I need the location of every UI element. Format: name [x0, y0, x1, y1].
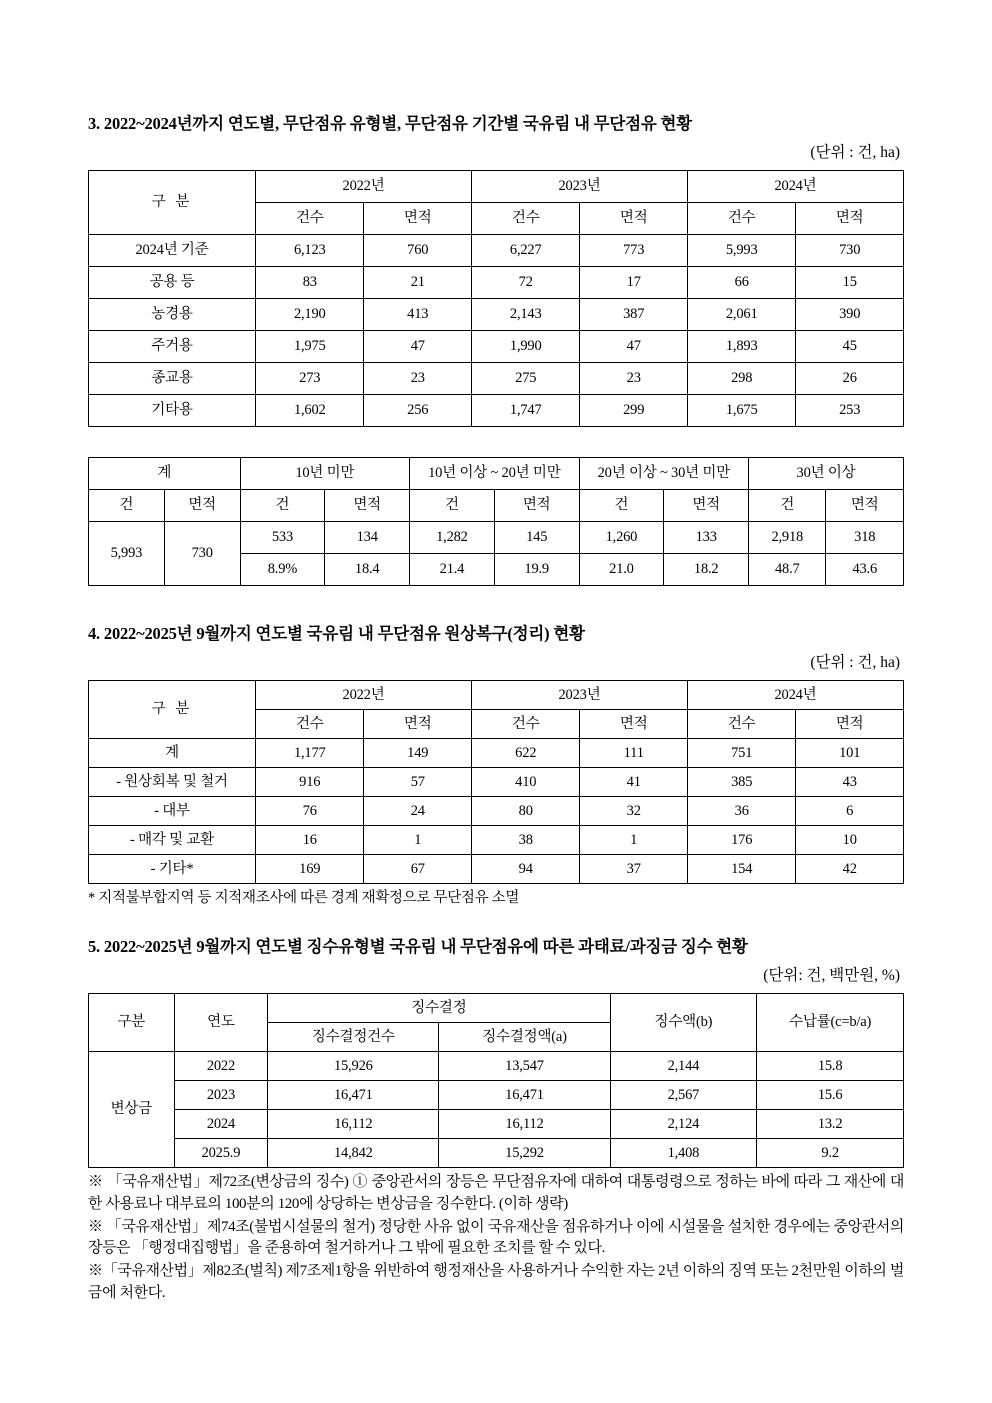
table-cell: 16,112 — [268, 1110, 439, 1139]
table-cell: 15 — [796, 267, 904, 299]
table-cell: 1 — [580, 826, 688, 855]
table-cell: 47 — [364, 331, 472, 363]
table-cell: 43 — [796, 768, 904, 797]
table-cell: 1,282 — [410, 522, 495, 554]
subheader-cell: 면적 — [664, 490, 749, 522]
table-cell: 13,547 — [439, 1052, 610, 1081]
table-cell: 8.9% — [240, 554, 325, 586]
section-4-unit: (단위 : 건, ha) — [810, 654, 900, 671]
header-over-30y: 30년 이상 — [749, 458, 904, 490]
table-cell: 318 — [826, 522, 904, 554]
table-row — [89, 1052, 904, 1081]
subheader-cell: 건 — [579, 490, 664, 522]
table-cell: 23 — [580, 363, 688, 395]
table-cell: 751 — [688, 739, 796, 768]
subheader-cell: 면적 — [325, 490, 410, 522]
table-cell: 57 — [364, 768, 472, 797]
table-cell: 533 — [240, 522, 325, 554]
header-year-2022: 2022년 — [256, 171, 472, 203]
table-cell: 41 — [580, 768, 688, 797]
table-cell: 17 — [580, 267, 688, 299]
table-row — [89, 522, 904, 554]
table-header-row — [89, 171, 904, 203]
table-cell: 21.0 — [579, 554, 664, 586]
table-cell: 6,227 — [472, 235, 580, 267]
table-header-row — [89, 994, 904, 1023]
table-cell: 16 — [256, 826, 364, 855]
table-cell: 133 — [664, 522, 749, 554]
table-cell: 256 — [364, 395, 472, 427]
table-restoration — [88, 680, 904, 884]
total-count: 5,993 — [89, 522, 165, 586]
header-year-2023: 2023년 — [472, 681, 688, 710]
table-cell: 10 — [796, 826, 904, 855]
table-cell: 94 — [472, 855, 580, 884]
table-cell: 1,975 — [256, 331, 364, 363]
table-row — [89, 1081, 904, 1110]
table-row — [89, 768, 904, 797]
table-cell: 42 — [796, 855, 904, 884]
table-cell: 15,292 — [439, 1139, 610, 1168]
legal-note: ※ 「국유재산법」제72조(변상금의 징수) ① 중앙관서의 장등은 무단점유자에 대하여 대통령령으로 정하는 바에 따라 그 재산에 대한 사용료나 대부료의 100분의 120에 상당하는 변상금을 징수한다. (이하 생략) — [88, 1174, 904, 1212]
header-10to20y: 10년 이상 ~ 20년 미만 — [410, 458, 580, 490]
table-cell: 1,990 — [472, 331, 580, 363]
table-cell: 24 — [364, 797, 472, 826]
table-cell: 149 — [364, 739, 472, 768]
table-cell: 622 — [472, 739, 580, 768]
table-cell: 43.6 — [826, 554, 904, 586]
table-cell: 916 — [256, 768, 364, 797]
table-row — [89, 739, 904, 768]
subheader-cell: 면적 — [796, 710, 904, 739]
table-cell: 45 — [796, 331, 904, 363]
header-levy-decision: 징수결정 — [268, 994, 610, 1023]
table-cell: 72 — [472, 267, 580, 299]
table-cell: 83 — [256, 267, 364, 299]
section-4-title: 4. 2022~2025년 9월까지 연도별 국유림 내 무단점유 원상복구(정리) 현황 — [88, 624, 585, 643]
table-cell: 773 — [580, 235, 688, 267]
subheader-cell: 면적 — [580, 710, 688, 739]
table-cell: 2,143 — [472, 299, 580, 331]
table-cell: 80 — [472, 797, 580, 826]
document-content — [88, 110, 904, 1306]
subheader-levy-count: 징수결정건수 — [268, 1023, 439, 1052]
table-cell: 101 — [796, 739, 904, 768]
total-area: 730 — [164, 522, 240, 586]
table-cell: 273 — [256, 363, 364, 395]
table-row — [89, 235, 904, 267]
table-cell: 16,112 — [439, 1110, 610, 1139]
subheader-cell: 면적 — [494, 490, 579, 522]
subheader-cell: 건수 — [256, 203, 364, 235]
table-cell: 1,408 — [610, 1139, 757, 1168]
table-row — [89, 797, 904, 826]
table-cell: 154 — [688, 855, 796, 884]
header-year: 연도 — [174, 994, 268, 1052]
header-collection-rate: 수납률(c=b/a) — [757, 994, 904, 1052]
header-total: 계 — [89, 458, 241, 490]
row-label: 2024년 기준 — [89, 235, 256, 267]
table-cell-year: 2023 — [174, 1081, 268, 1110]
table-cell: 1,602 — [256, 395, 364, 427]
table-row — [89, 826, 904, 855]
table-header-row — [89, 681, 904, 710]
subheader-cell: 면적 — [164, 490, 240, 522]
table-cell-year: 2022 — [174, 1052, 268, 1081]
table-cell: 26 — [796, 363, 904, 395]
table-cell: 6,123 — [256, 235, 364, 267]
table-cell: 1 — [364, 826, 472, 855]
row-label: - 매각 및 교환 — [89, 826, 256, 855]
row-label: - 원상회복 및 철거 — [89, 768, 256, 797]
table-cell: 2,918 — [749, 522, 826, 554]
table-row — [89, 267, 904, 299]
row-group-label: 변상금 — [89, 1052, 175, 1168]
subheader-cell: 건 — [89, 490, 165, 522]
table-cell: 1,893 — [688, 331, 796, 363]
header-year-2023: 2023년 — [472, 171, 688, 203]
header-under-10y: 10년 미만 — [240, 458, 410, 490]
table-cell: 298 — [688, 363, 796, 395]
table-occupancy-by-type — [88, 170, 904, 427]
table-cell: 15.6 — [757, 1081, 904, 1110]
table-cell: 385 — [688, 768, 796, 797]
section-5-unit: (단위: 건, 백만원, %) — [763, 967, 900, 984]
table-cell: 23 — [364, 363, 472, 395]
table-cell: 47 — [580, 331, 688, 363]
header-collected-amount: 징수액(b) — [610, 994, 757, 1052]
table-cell: 16,471 — [268, 1081, 439, 1110]
subheader-cell: 건 — [749, 490, 826, 522]
table-cell: 15.8 — [757, 1052, 904, 1081]
table-occupancy-by-duration — [88, 457, 904, 586]
row-label: - 대부 — [89, 797, 256, 826]
table-cell: 38 — [472, 826, 580, 855]
header-gubun: 구 분 — [89, 681, 256, 739]
subheader-cell: 건수 — [688, 203, 796, 235]
table-cell: 2,124 — [610, 1110, 757, 1139]
table-row — [89, 299, 904, 331]
row-label: 종교용 — [89, 363, 256, 395]
table-row — [89, 395, 904, 427]
header-gubun: 구분 — [89, 994, 175, 1052]
table-cell-year: 2024 — [174, 1110, 268, 1139]
table-cell: 410 — [472, 768, 580, 797]
table-cell: 730 — [796, 235, 904, 267]
table-cell: 32 — [580, 797, 688, 826]
row-label: 주거용 — [89, 331, 256, 363]
table-row — [89, 331, 904, 363]
row-label: - 기타* — [89, 855, 256, 884]
table-row — [89, 855, 904, 884]
table-cell: 1,260 — [579, 522, 664, 554]
section-3-unit: (단위 : 건, ha) — [810, 144, 900, 161]
subheader-cell: 건수 — [688, 710, 796, 739]
table-cell: 15,926 — [268, 1052, 439, 1081]
header-gubun: 구 분 — [89, 171, 256, 235]
table-cell: 2,144 — [610, 1052, 757, 1081]
spacer — [88, 427, 904, 457]
table-cell: 48.7 — [749, 554, 826, 586]
table-cell: 16,471 — [439, 1081, 610, 1110]
table-cell: 76 — [256, 797, 364, 826]
section-4-footnote: * 지적불부합지역 등 지적재조사에 따른 경계 재확정으로 무단점유 소멸 — [88, 890, 520, 906]
table-cell: 2,567 — [610, 1081, 757, 1110]
table-cell: 145 — [494, 522, 579, 554]
table-cell: 9.2 — [757, 1139, 904, 1168]
table-cell: 36 — [688, 797, 796, 826]
subheader-cell: 면적 — [364, 203, 472, 235]
subheader-cell: 면적 — [364, 710, 472, 739]
table-cell: 299 — [580, 395, 688, 427]
subheader-cell: 건수 — [472, 203, 580, 235]
subheader-cell: 면적 — [580, 203, 688, 235]
table-row — [89, 1110, 904, 1139]
spacer — [88, 907, 904, 933]
section-3-title: 3. 2022~2024년까지 연도별, 무단점유 유형별, 무단점유 기간별 국유림 내 무단점유 현황 — [88, 114, 693, 133]
table-cell: 18.2 — [664, 554, 749, 586]
legal-notes — [88, 1172, 904, 1305]
subheader-cell: 건 — [240, 490, 325, 522]
table-row — [89, 363, 904, 395]
header-20to30y: 20년 이상 ~ 30년 미만 — [579, 458, 749, 490]
table-cell: 21.4 — [410, 554, 495, 586]
subheader-levy-amount: 징수결정액(a) — [439, 1023, 610, 1052]
table-header-row — [89, 458, 904, 490]
table-cell: 37 — [580, 855, 688, 884]
table-cell: 2,061 — [688, 299, 796, 331]
table-cell: 6 — [796, 797, 904, 826]
legal-note: ※「국유재산법」제82조(벌칙) 제7조제1항을 위반하여 행정재산을 사용하거나 수익한 자는 2년 이하의 징역 또는 2천만원 이하의 벌금에 처한다. — [88, 1263, 904, 1301]
table-cell: 5,993 — [688, 235, 796, 267]
table-cell: 2,190 — [256, 299, 364, 331]
header-year-2024: 2024년 — [688, 171, 904, 203]
subheader-cell: 건수 — [256, 710, 364, 739]
table-cell: 67 — [364, 855, 472, 884]
section-5-title: 5. 2022~2025년 9월까지 연도별 징수유형별 국유림 내 무단점유에 따른 과태료/과징금 징수 현황 — [88, 937, 748, 956]
table-cell: 275 — [472, 363, 580, 395]
subheader-cell: 건수 — [472, 710, 580, 739]
table-cell-year: 2025.9 — [174, 1139, 268, 1168]
table-cell: 413 — [364, 299, 472, 331]
table-cell: 253 — [796, 395, 904, 427]
table-cell: 387 — [580, 299, 688, 331]
table-cell: 1,177 — [256, 739, 364, 768]
row-label: 공용 등 — [89, 267, 256, 299]
table-cell: 134 — [325, 522, 410, 554]
legal-note: ※ 「국유재산법」제74조(불법시설물의 철거) 정당한 사유 없이 국유재산을 점유하거나 이에 시설물을 설치한 경우에는 중앙관서의 장등은 「행정대집행법」을 준용하여 철거하거나 그 밖에 필요한 조치를 할 수 있다. — [88, 1218, 904, 1257]
header-year-2022: 2022년 — [256, 681, 472, 710]
spacer — [88, 586, 904, 620]
table-cell: 14,842 — [268, 1139, 439, 1168]
table-cell: 18.4 — [325, 554, 410, 586]
row-label: 기타용 — [89, 395, 256, 427]
table-cell: 19.9 — [494, 554, 579, 586]
subheader-cell: 면적 — [796, 203, 904, 235]
table-cell: 176 — [688, 826, 796, 855]
subheader-cell: 면적 — [826, 490, 904, 522]
table-cell: 169 — [256, 855, 364, 884]
row-label: 농경용 — [89, 299, 256, 331]
table-cell: 760 — [364, 235, 472, 267]
table-cell: 13.2 — [757, 1110, 904, 1139]
subheader-cell: 건 — [410, 490, 495, 522]
header-year-2024: 2024년 — [688, 681, 904, 710]
table-cell: 21 — [364, 267, 472, 299]
table-subheader-row — [89, 490, 904, 522]
table-row — [89, 1139, 904, 1168]
table-cell: 390 — [796, 299, 904, 331]
row-label: 계 — [89, 739, 256, 768]
table-cell: 111 — [580, 739, 688, 768]
table-cell: 1,747 — [472, 395, 580, 427]
table-levy-collection — [88, 993, 904, 1168]
table-cell: 66 — [688, 267, 796, 299]
table-cell: 1,675 — [688, 395, 796, 427]
